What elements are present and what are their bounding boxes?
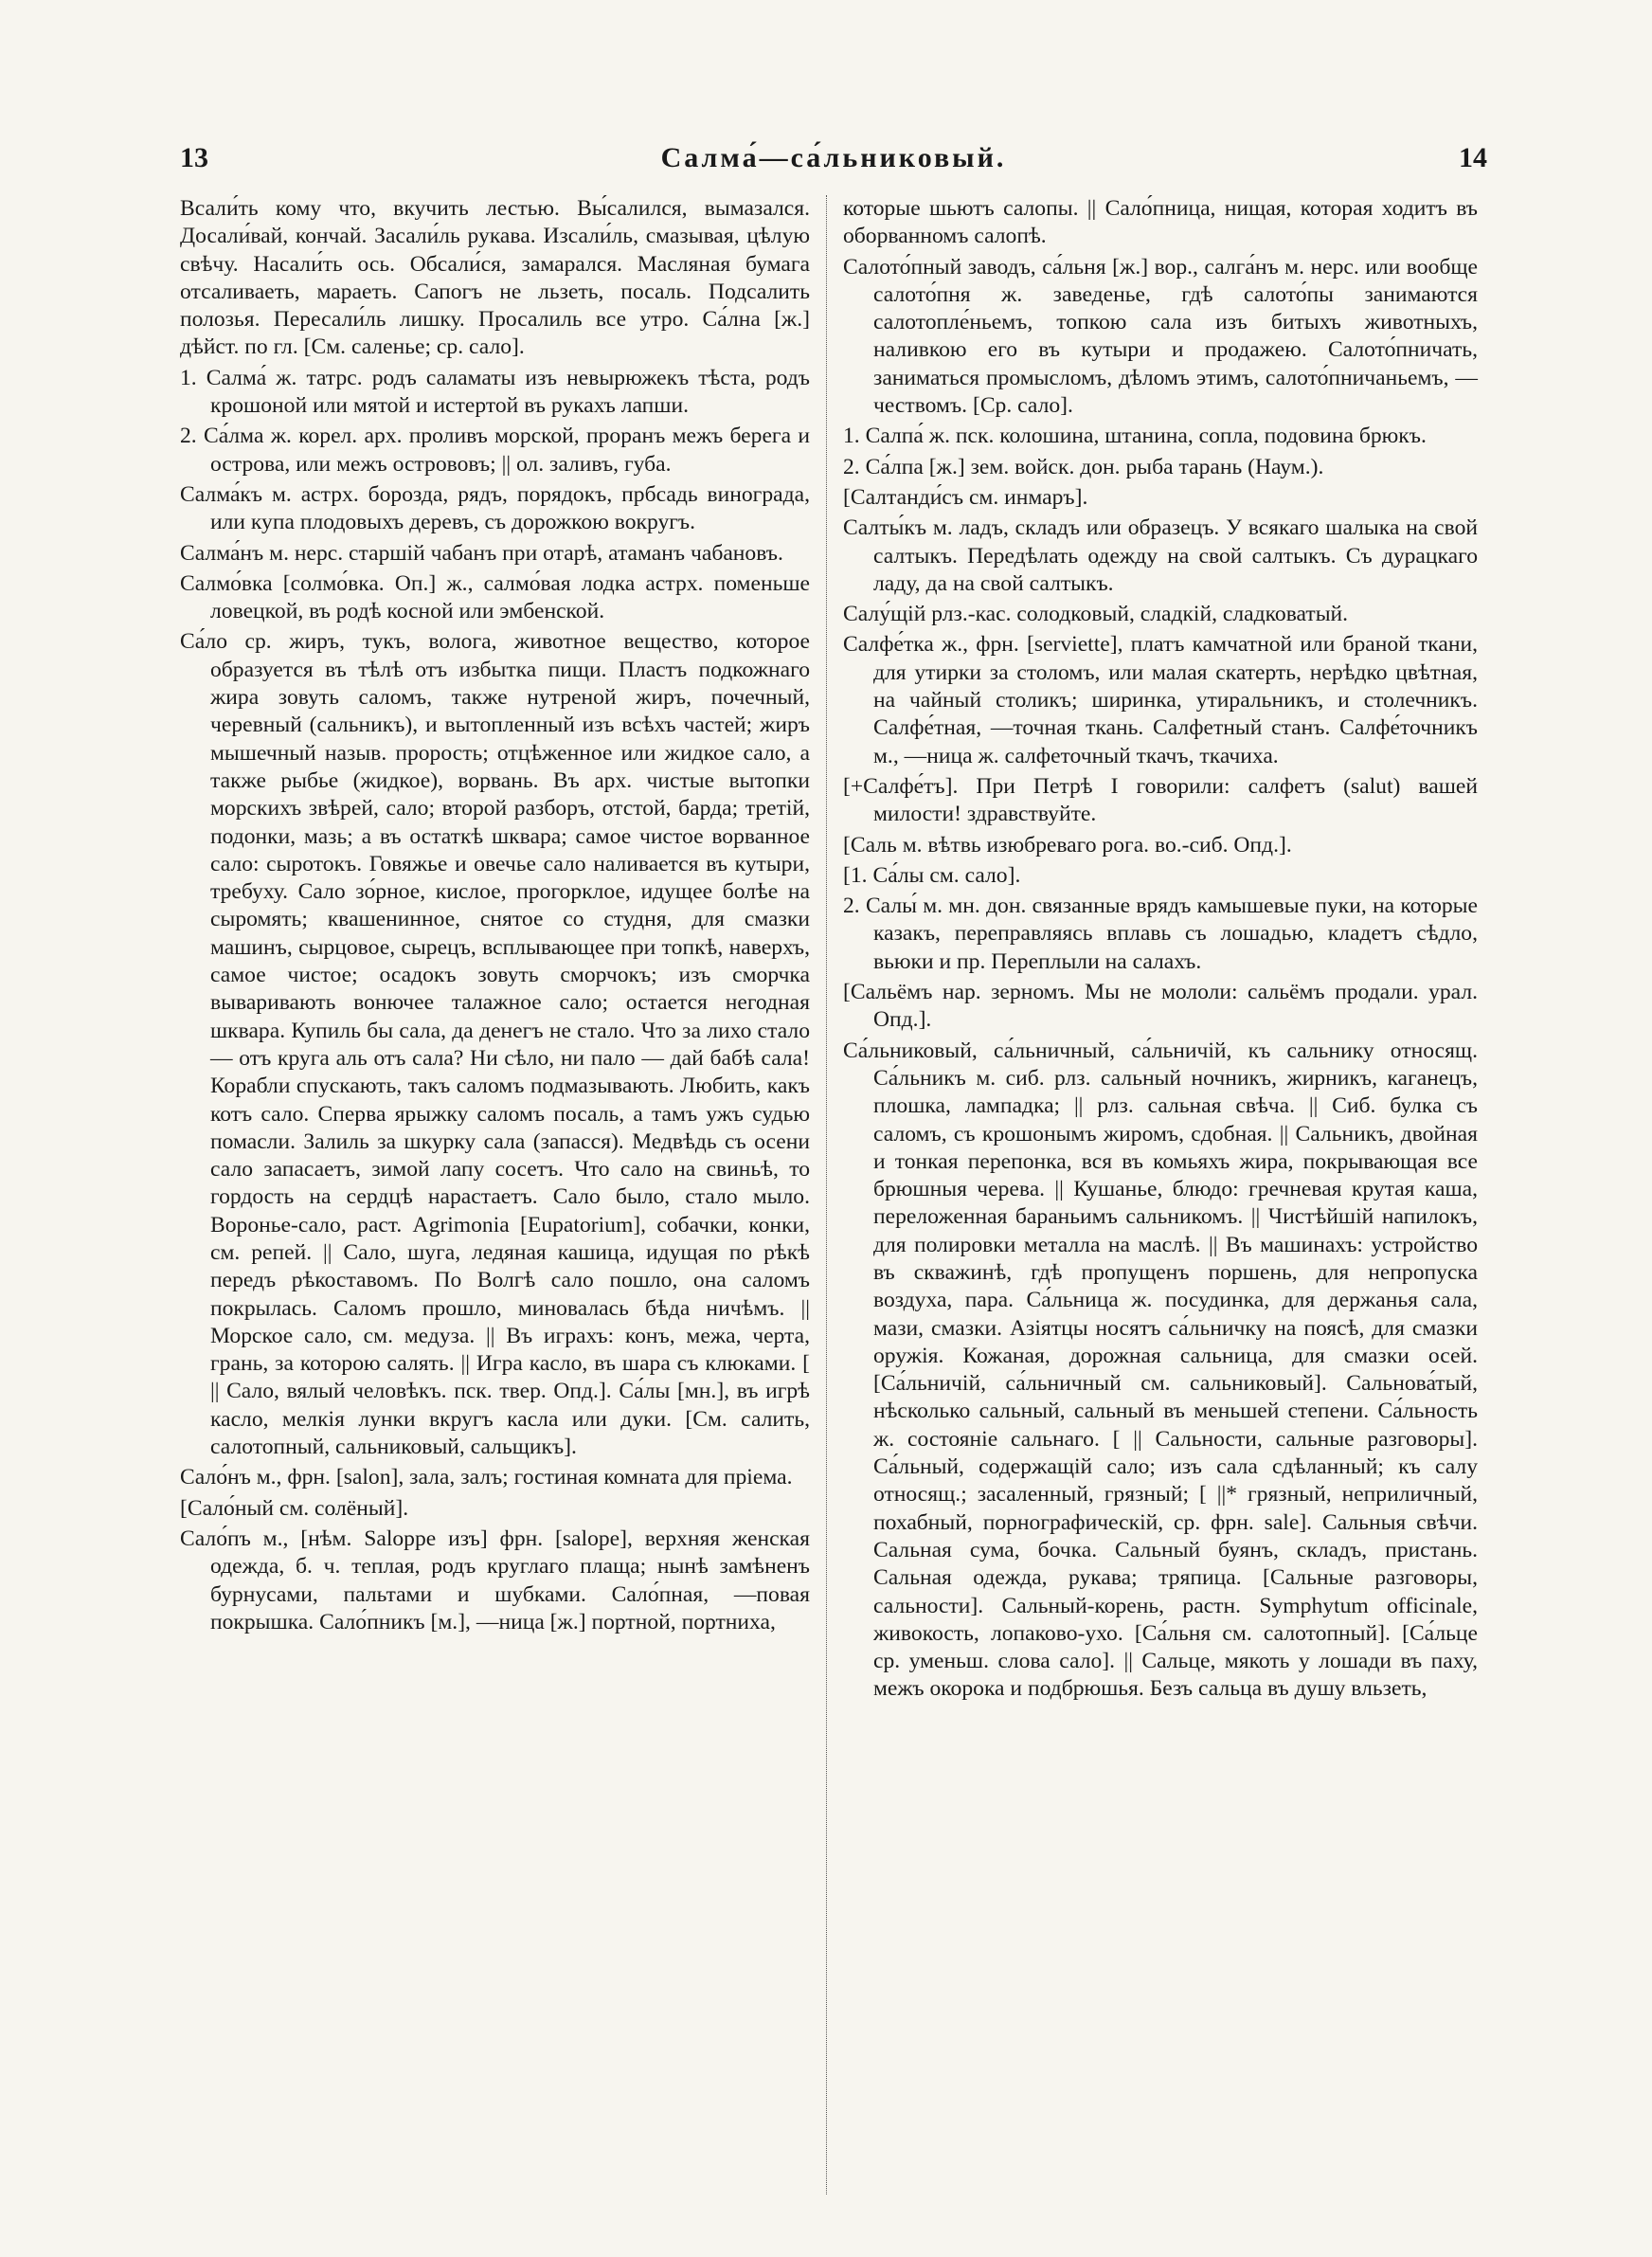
- entry-salo: Са́ло ср. жиръ, тукъ, волога, животное вещество, которое образуется въ тѣлѣ отъ избытка пищи. Пластъ подкожнаго жира зовуть саломъ, также нутреной жиръ, почечный, черевный (сальникъ), и вытопленный изъ всѣхъ частей; жиръ мышечный назыв. прорость; отцѣженное или жидкое сало, а также рыбье (жидкое), ворвань. Въ арх. чистые вытопки морскихъ звѣрей, сало; второй разборъ, отстой, барда; третій, подонки, мазь; а въ остаткѣ шквара; самое чистое ворванное сало: сыротокъ. Говяжье и овечье сало наливается въ кутыри, требуху. Сало зо́рное, кислое, прогорклое, идущее болѣе на сыромять; квашенинное, снятое со студня, для смазки машинъ, сырцовое, сырецъ, всплывающее при топкѣ, наверхъ, самое чистое; осадокъ зовуть сморчокъ; изъ сморчка вываривають вонючее талажное сало; остается негодная шквара. Купиль бы сала, да денегъ не стало. Что за лихо стало — отъ круга аль отъ сала? Ни сѣло, ни пало — дай бабѣ сала! Корабли спускають, такъ саломъ подмазывають. Любить, какъ котъ сало. Сперва ярыжку саломъ посаль, а тамъ ужъ судью помасли. Залиль за шкурку сала (запасся). Медвѣдь съ осени сало запасаетъ, зимой лапу сосетъ. Что сало на свиньѣ, то гордость на сердцѣ нарастаетъ. Сало было, стало мыло. Воронье-сало, раст. Agrimonia [Eupatorium], собачки, конки, см. репей. || Сало, шуга, ледяная кашица, идущая по рѣкѣ передъ рѣкоставомъ. По Волгѣ сало пошло, она саломъ покрылась. Саломъ прошло, миновалась бѣда ничѣмъ. || Морское сало, см. медуза. || Въ играхъ: конъ, межа, черта, грань, за которою салять. || Игра касло, въ шара съ клюками. [ || Сало, вялый человѣкъ. пск. твер. Опд.]. Са́лы [мн.], въ игрѣ касло, мелкія лунки вкругъ касла или дуки. [См. салить, салотопный, сальниковый, сальщикъ].: [180, 629, 810, 1460]
- page-number-right: 14: [1459, 142, 1487, 173]
- entry-salyom: [Сальёмъ нар. зерномъ. Мы не мололи: сальёмъ продали. урал. Опд.].: [843, 980, 1478, 1033]
- entry-salfetka: Салфе́тка ж., фрн. [serviette], платъ камчатной или браной ткани, для утирки за столомъ, или малая скатерть, нерѣдко цвѣтная, на чайный столикъ; ширинка, утиральникъ, и столечникъ. Салфе́тная, —точная ткань. Салфетный станъ. Салфе́точникъ м., —ница ж. салфеточный ткачъ, ткачиха.: [843, 632, 1478, 768]
- entry-salma-1: 1. Салма́ ж. татрс. родъ саламаты изъ невырюжекъ тѣста, родъ крошоной или мятой и истертой въ рукахъ лапши.: [180, 365, 810, 419]
- entry-continuation: Всали́ть кому что, вкучить лестью. Вы́салился, вымазался. Досали́вай, кончай. Засали́ль рукава. Изсали́ль, смазывая, цѣлую свѣчу. Насали́ть ось. Обсали́ся, замарался. Масляная бумага отсаливаеть, мараеть. Сапогъ не льзеть, посаль. Подсалить полозья. Пересали́ль лишку. Просалиль все утро. Са́лна [ж.] дѣйст. по гл. [См. саленье; ср. сало].: [180, 196, 810, 360]
- right-column: [843, 195, 1478, 1706]
- entry-sal: [Саль м. вѣтвь изюбреваго рога. во.-сиб. Опд.].: [843, 832, 1292, 858]
- entry-salnikovy: Са́льниковый, са́льничный, са́льничій, къ сальнику относящ. Са́льникъ м. сиб. рлз. сальный ночникъ, жирникъ, каганецъ, плошка, лампадка; || рлз. сальная свѣча. || Сиб. булка съ саломъ, съ крошонымъ жиромъ, сдобная. || Сальникъ, двойная и тонкая перепонка, вся въ комьяхъ жира, покрывающая все брюшныя черева. || Кушанье, блюдо: гречневая крутая каша, переложенная бараньимъ сальникомъ. || Чистѣйшій напилокъ, для полировки металла на маслѣ. || Въ машинахъ: устройство въ скважинѣ, гдѣ пропущенъ поршень, для непропуска воздуха, пара. Са́льница ж. посудинка, для держанья сала, мази, смазки. Азіятцы носятъ са́льничку на поясѣ, для смазки оружія. Кожаная, дорожная сальница, для смазки осей. [Са́льничій, са́льничный см. сальниковый]. Сальнова́тый, нѣсколько сальный, сальный въ меньшей степени. Са́льность ж. состояніе сальнаго. [ || Сальности, сальные разговоры]. Са́льный, содержащій сало; изъ сала сдѣланный; къ салу относящ.; засаленный, грязный; [ ||* грязный, неприличный, похабный, порнографическій, ср. фрн. sale]. Сальныя свѣчи. Сальная сума, бочка. Сальный буянъ, складъ, пристань. Сальная одежда, рукава; тряпица. [Сальные разговоры, сальности]. Сальный-корень, растн. Symphytum officinale, живокость, лопаково-ухо. [Са́льня см. салотопный]. [Са́льце ср. уменьш. слова сало]. || Сальце, мякоть у лошади въ паху, межъ окорока и подбрюшья. Безъ сальца въ душу вльзеть,: [843, 1038, 1478, 1702]
- entry-salony: [Сало́ный см. солёный].: [180, 1495, 409, 1521]
- entry-salfet: [+Салфе́тъ]. При Петрѣ I говорили: салфетъ (salut) вашей милости! здравствуйте.: [843, 773, 1478, 827]
- entry-salmovka: Салмо́вка [солмо́вка. Оп.] ж., салмо́вая лодка астрх. поменьше ловецкой, въ родѣ косной или эмбенской.: [180, 570, 810, 624]
- entry-salpa-1: 1. Салпа́ ж. пск. колошина, штанина, сопла, подовина брюкъ.: [843, 424, 1427, 449]
- entry-continuation: которые шьютъ салопы. || Сало́пница, нищая, которая ходитъ въ оборванномъ салопѣ.: [843, 196, 1478, 249]
- entry-salushchiy: Салу́щій рлз.-кас. солодковый, сладкій, сладковатый.: [843, 602, 1349, 627]
- entry-salpa-2: 2. Са́лпа [ж.] зем. войск. дон. рыба тарань (Наум.).: [843, 454, 1324, 479]
- page-number-left: 13: [180, 142, 208, 173]
- entry-saly-2: 2. Салы́ м. мн. дон. связанные врядъ камышевые пуки, на которые казакъ, переправляясь вплавь съ лошадью, кладетъ сѣдло, вьюки и пр. Переплыли на салахъ.: [843, 894, 1478, 974]
- entry-salmak: Салма́къ м. астрх. борозда, рядъ, порядокъ, прбсадь винограда, или купа плодовыхъ деревъ, съ дорожкою вокругъ.: [180, 481, 810, 535]
- entry-salotopny: Салото́пный заводъ, са́льня [ж.] вор., салга́нъ м. нерс. или вообще салото́пня ж. заведенье, гдѣ салото́пы занимаются салотопле́ньемъ, топкою сала изъ битыхъ животныхъ, наливкою его въ кутыри и продажею. Салото́пничать, заниматься промысломъ, дѣломъ этимъ, салото́пничаньемъ, —чествомъ. [Ср. сало].: [843, 254, 1478, 419]
- entry-saly-1: [1. Са́лы см. сало].: [843, 862, 1021, 888]
- running-title: Салма́—са́льниковый.: [660, 142, 1007, 173]
- left-column: [180, 195, 810, 1639]
- entry-saltyk: Салты́къ м. ладъ, складъ или образецъ. У всякаго шалыка на свой салтыкъ. Передѣлать одежду на свой салтыкъ. Съ дурацкаго ладу, да на свой салтыкъ.: [843, 515, 1478, 596]
- page-header: [180, 142, 1487, 180]
- entry-salop: Сало́пъ м., [нѣм. Saloppe изъ] фрн. [salope], верхняя женская одежда, б. ч. теплая, родъ круглаго плаща; нынѣ замѣненъ бурнусами, пальтами и шубками. Сало́пная, —повая покрышка. Сало́пникъ [м.], —ница [ж.] портной, портниха,: [180, 1526, 810, 1634]
- entry-salma-2: 2. Са́лма ж. корел. арх. проливъ морской, проранъ межъ берега и острова, или межъ острововъ; || ол. заливъ, губа.: [180, 424, 810, 477]
- entry-saltandis: [Салтанди́съ см. инмаръ].: [843, 484, 1088, 510]
- entry-salman: Салма́нъ м. нерс. старшій чабанъ при отарѣ, атаманъ чабановъ.: [180, 540, 783, 566]
- entry-salon: Сало́нъ м., фрн. [salon], зала, залъ; гостиная комната для пріема.: [180, 1465, 793, 1490]
- column-divider: [826, 195, 827, 2194]
